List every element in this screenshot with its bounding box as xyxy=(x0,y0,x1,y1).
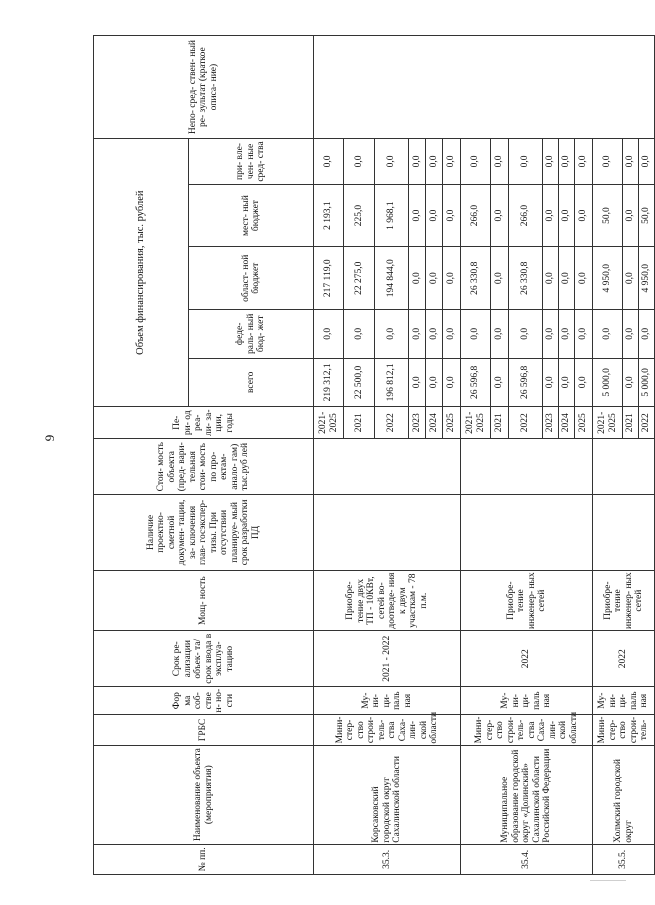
regional-cell: 0,0 xyxy=(559,247,575,310)
federal-cell: 0,0 xyxy=(639,310,655,359)
total-cell: 26 596,8 xyxy=(509,358,543,407)
period-cell: 2023 xyxy=(543,407,559,439)
total-cell: 0,0 xyxy=(575,358,593,407)
federal-cell: 0,0 xyxy=(509,310,543,359)
ownership-cell: Му- ни- ци- паль ная xyxy=(314,687,461,715)
total-cell: 22 500,0 xyxy=(344,358,375,407)
period-cell: 2025 xyxy=(575,407,593,439)
total-cell: 196 812,1 xyxy=(375,358,409,407)
table-row xyxy=(461,36,491,875)
other-cell: 0,0 xyxy=(443,139,461,185)
local-cell: 0,0 xyxy=(559,184,575,247)
period-cell: 2025 xyxy=(443,407,461,439)
header-other: при- вле- чен- ные сред- ства xyxy=(189,139,314,185)
cost-cell xyxy=(593,439,655,495)
header-grbs: ГРБС xyxy=(94,715,314,745)
object-name: Корсаковский городской округ Сахалинской области xyxy=(314,745,461,844)
grbs-cell: Мини- стер- ство строи- тель- ства Саха- лин- ской области xyxy=(461,715,593,745)
header-cost: Стои- мость объекта (пред- вари- тельная стои- мость по про- ектам- анало- гам) тыс.руб лей xyxy=(94,439,314,495)
header-name: Наименование объекта (мероприятия) xyxy=(94,745,314,844)
header-num: № пп. xyxy=(94,844,314,874)
header-regional: област- ной бюджет xyxy=(189,247,314,310)
other-cell: 0,0 xyxy=(559,139,575,185)
object-name: Муниципальное образование городской округ «Долинский» Сахалинской области Российской Федерации xyxy=(461,745,593,844)
capacity-cell: Приобре- тение инженер- ных сетей xyxy=(593,570,655,631)
table-body xyxy=(314,36,655,875)
psd-cell xyxy=(461,495,593,571)
federal-cell: 0,0 xyxy=(575,310,593,359)
period-cell: 2022 xyxy=(509,407,543,439)
row-number: 35.3. xyxy=(314,844,461,874)
header-row-1 xyxy=(94,36,189,875)
other-cell: 0,0 xyxy=(314,139,344,185)
ownership-cell: Му- ни- ци- паль ная xyxy=(593,687,655,715)
federal-cell: 0,0 xyxy=(314,310,344,359)
local-cell: 1 968,1 xyxy=(375,184,409,247)
regional-cell: 217 119,0 xyxy=(314,247,344,310)
local-cell: 266,0 xyxy=(509,184,543,247)
capacity-cell: Приобре- тение инженер- ных сетей xyxy=(461,570,593,631)
federal-cell: 0,0 xyxy=(443,310,461,359)
table-row xyxy=(314,36,344,875)
local-cell: 0,0 xyxy=(575,184,593,247)
grbs-cell: Мини- стер- ство строи- тель- ства Саха- лин- ской области xyxy=(314,715,461,745)
financing-table xyxy=(93,35,655,875)
regional-cell: 194 844,0 xyxy=(375,247,409,310)
period-cell: 2023 xyxy=(409,407,426,439)
regional-cell: 0,0 xyxy=(623,247,639,310)
regional-cell: 0,0 xyxy=(426,247,443,310)
regional-cell: 4 950,0 xyxy=(593,247,623,310)
period-cell: 2021 xyxy=(623,407,639,439)
local-cell: 0,0 xyxy=(409,184,426,247)
cost-cell xyxy=(314,439,461,495)
other-cell: 0,0 xyxy=(375,139,409,185)
federal-cell: 0,0 xyxy=(593,310,623,359)
other-cell: 0,0 xyxy=(344,139,375,185)
header-financing: Объем финансирования, тыс. рублей xyxy=(94,139,189,407)
total-cell: 0,0 xyxy=(443,358,461,407)
header-period: Пе- ри- од реа- ли- за- ции, годы xyxy=(94,407,314,439)
total-cell: 0,0 xyxy=(543,358,559,407)
federal-cell: 0,0 xyxy=(409,310,426,359)
period-cell: 2021- 2025 xyxy=(461,407,491,439)
federal-cell: 0,0 xyxy=(426,310,443,359)
term-cell: 2022 xyxy=(461,631,593,687)
regional-cell: 0,0 xyxy=(443,247,461,310)
total-cell: 0,0 xyxy=(426,358,443,407)
period-cell: 2021- 2025 xyxy=(593,407,623,439)
total-cell: 5 000,0 xyxy=(639,358,655,407)
local-cell: 0,0 xyxy=(623,184,639,247)
header-psd: Наличие проектно- сметной докумен- тации, за- ключения глав- госэкспер- тизы. При отсутствии планируе- мый срок разработки ПД xyxy=(94,495,314,571)
header-total: всего xyxy=(189,358,314,407)
regional-cell: 4 950,0 xyxy=(639,247,655,310)
header-federal: феде- раль- ный бюд- жет xyxy=(189,310,314,359)
local-cell: 0,0 xyxy=(426,184,443,247)
total-cell: 26 596,8 xyxy=(461,358,491,407)
other-cell: 0,0 xyxy=(509,139,543,185)
other-cell: 0,0 xyxy=(623,139,639,185)
federal-cell: 0,0 xyxy=(461,310,491,359)
other-cell: 0,0 xyxy=(543,139,559,185)
regional-cell: 26 330,8 xyxy=(461,247,491,310)
psd-cell xyxy=(314,495,461,571)
period-cell: 2022 xyxy=(375,407,409,439)
period-cell: 2022 xyxy=(639,407,655,439)
regional-cell: 0,0 xyxy=(409,247,426,310)
local-cell: 50,0 xyxy=(593,184,623,247)
other-cell: 0,0 xyxy=(639,139,655,185)
total-cell: 219 312,1 xyxy=(314,358,344,407)
total-cell: 0,0 xyxy=(559,358,575,407)
local-cell: 0,0 xyxy=(491,184,509,247)
other-cell: 0,0 xyxy=(426,139,443,185)
row-number: 35.4. xyxy=(461,844,593,874)
cost-cell xyxy=(461,439,593,495)
local-cell: 50,0 xyxy=(639,184,655,247)
scan-line-decoration xyxy=(590,880,626,881)
grbs-cell: Мини- стер- ство строи- тель- xyxy=(593,715,655,745)
other-cell: 0,0 xyxy=(461,139,491,185)
other-cell: 0,0 xyxy=(593,139,623,185)
psd-cell xyxy=(593,495,655,571)
federal-cell: 0,0 xyxy=(623,310,639,359)
total-cell: 5 000,0 xyxy=(593,358,623,407)
header-result: Непо- сред- ствен- ный ре- зультат (краткое описа- ние) xyxy=(94,36,314,139)
period-cell: 2024 xyxy=(426,407,443,439)
federal-cell: 0,0 xyxy=(344,310,375,359)
local-cell: 0,0 xyxy=(443,184,461,247)
federal-cell: 0,0 xyxy=(543,310,559,359)
capacity-cell: Приобре- тение двух ТП - 10КВт, сетей во- доотведе- ния к двум участкам - 78 п.м. xyxy=(314,570,461,631)
federal-cell: 0,0 xyxy=(375,310,409,359)
regional-cell: 0,0 xyxy=(491,247,509,310)
rotated-table-container xyxy=(93,35,652,875)
local-cell: 0,0 xyxy=(543,184,559,247)
row-number: 35.5. xyxy=(593,844,655,874)
period-cell: 2021 xyxy=(491,407,509,439)
local-cell: 225,0 xyxy=(344,184,375,247)
period-cell: 2021 xyxy=(344,407,375,439)
result-cell xyxy=(314,36,655,139)
other-cell: 0,0 xyxy=(409,139,426,185)
header-capacity: Мощ- ность xyxy=(94,570,314,631)
object-name: Холмский городской округ xyxy=(593,745,655,844)
federal-cell: 0,0 xyxy=(491,310,509,359)
total-cell: 0,0 xyxy=(409,358,426,407)
ownership-cell: Му- ни- ци- паль ная xyxy=(461,687,593,715)
term-cell: 2022 xyxy=(593,631,655,687)
regional-cell: 0,0 xyxy=(543,247,559,310)
header-term: Срок ре- ализации объек- та/срок ввода в эксплуа- тацию xyxy=(94,631,314,687)
total-cell: 0,0 xyxy=(491,358,509,407)
regional-cell: 0,0 xyxy=(575,247,593,310)
term-cell: 2021 - 2022 xyxy=(314,631,461,687)
other-cell: 0,0 xyxy=(491,139,509,185)
federal-cell: 0,0 xyxy=(559,310,575,359)
header-ownership: Фор ма соб- стве н- но- сти xyxy=(94,687,314,715)
local-cell: 2 193,1 xyxy=(314,184,344,247)
regional-cell: 22 275,0 xyxy=(344,247,375,310)
local-cell: 266,0 xyxy=(461,184,491,247)
header-local: мест- ный бюджет xyxy=(189,184,314,247)
page-number: 9 xyxy=(42,434,57,442)
other-cell: 0,0 xyxy=(575,139,593,185)
period-cell: 2021- 2025 xyxy=(314,407,344,439)
period-cell: 2024 xyxy=(559,407,575,439)
table-row xyxy=(593,36,623,875)
total-cell: 0,0 xyxy=(623,358,639,407)
regional-cell: 26 330,8 xyxy=(509,247,543,310)
